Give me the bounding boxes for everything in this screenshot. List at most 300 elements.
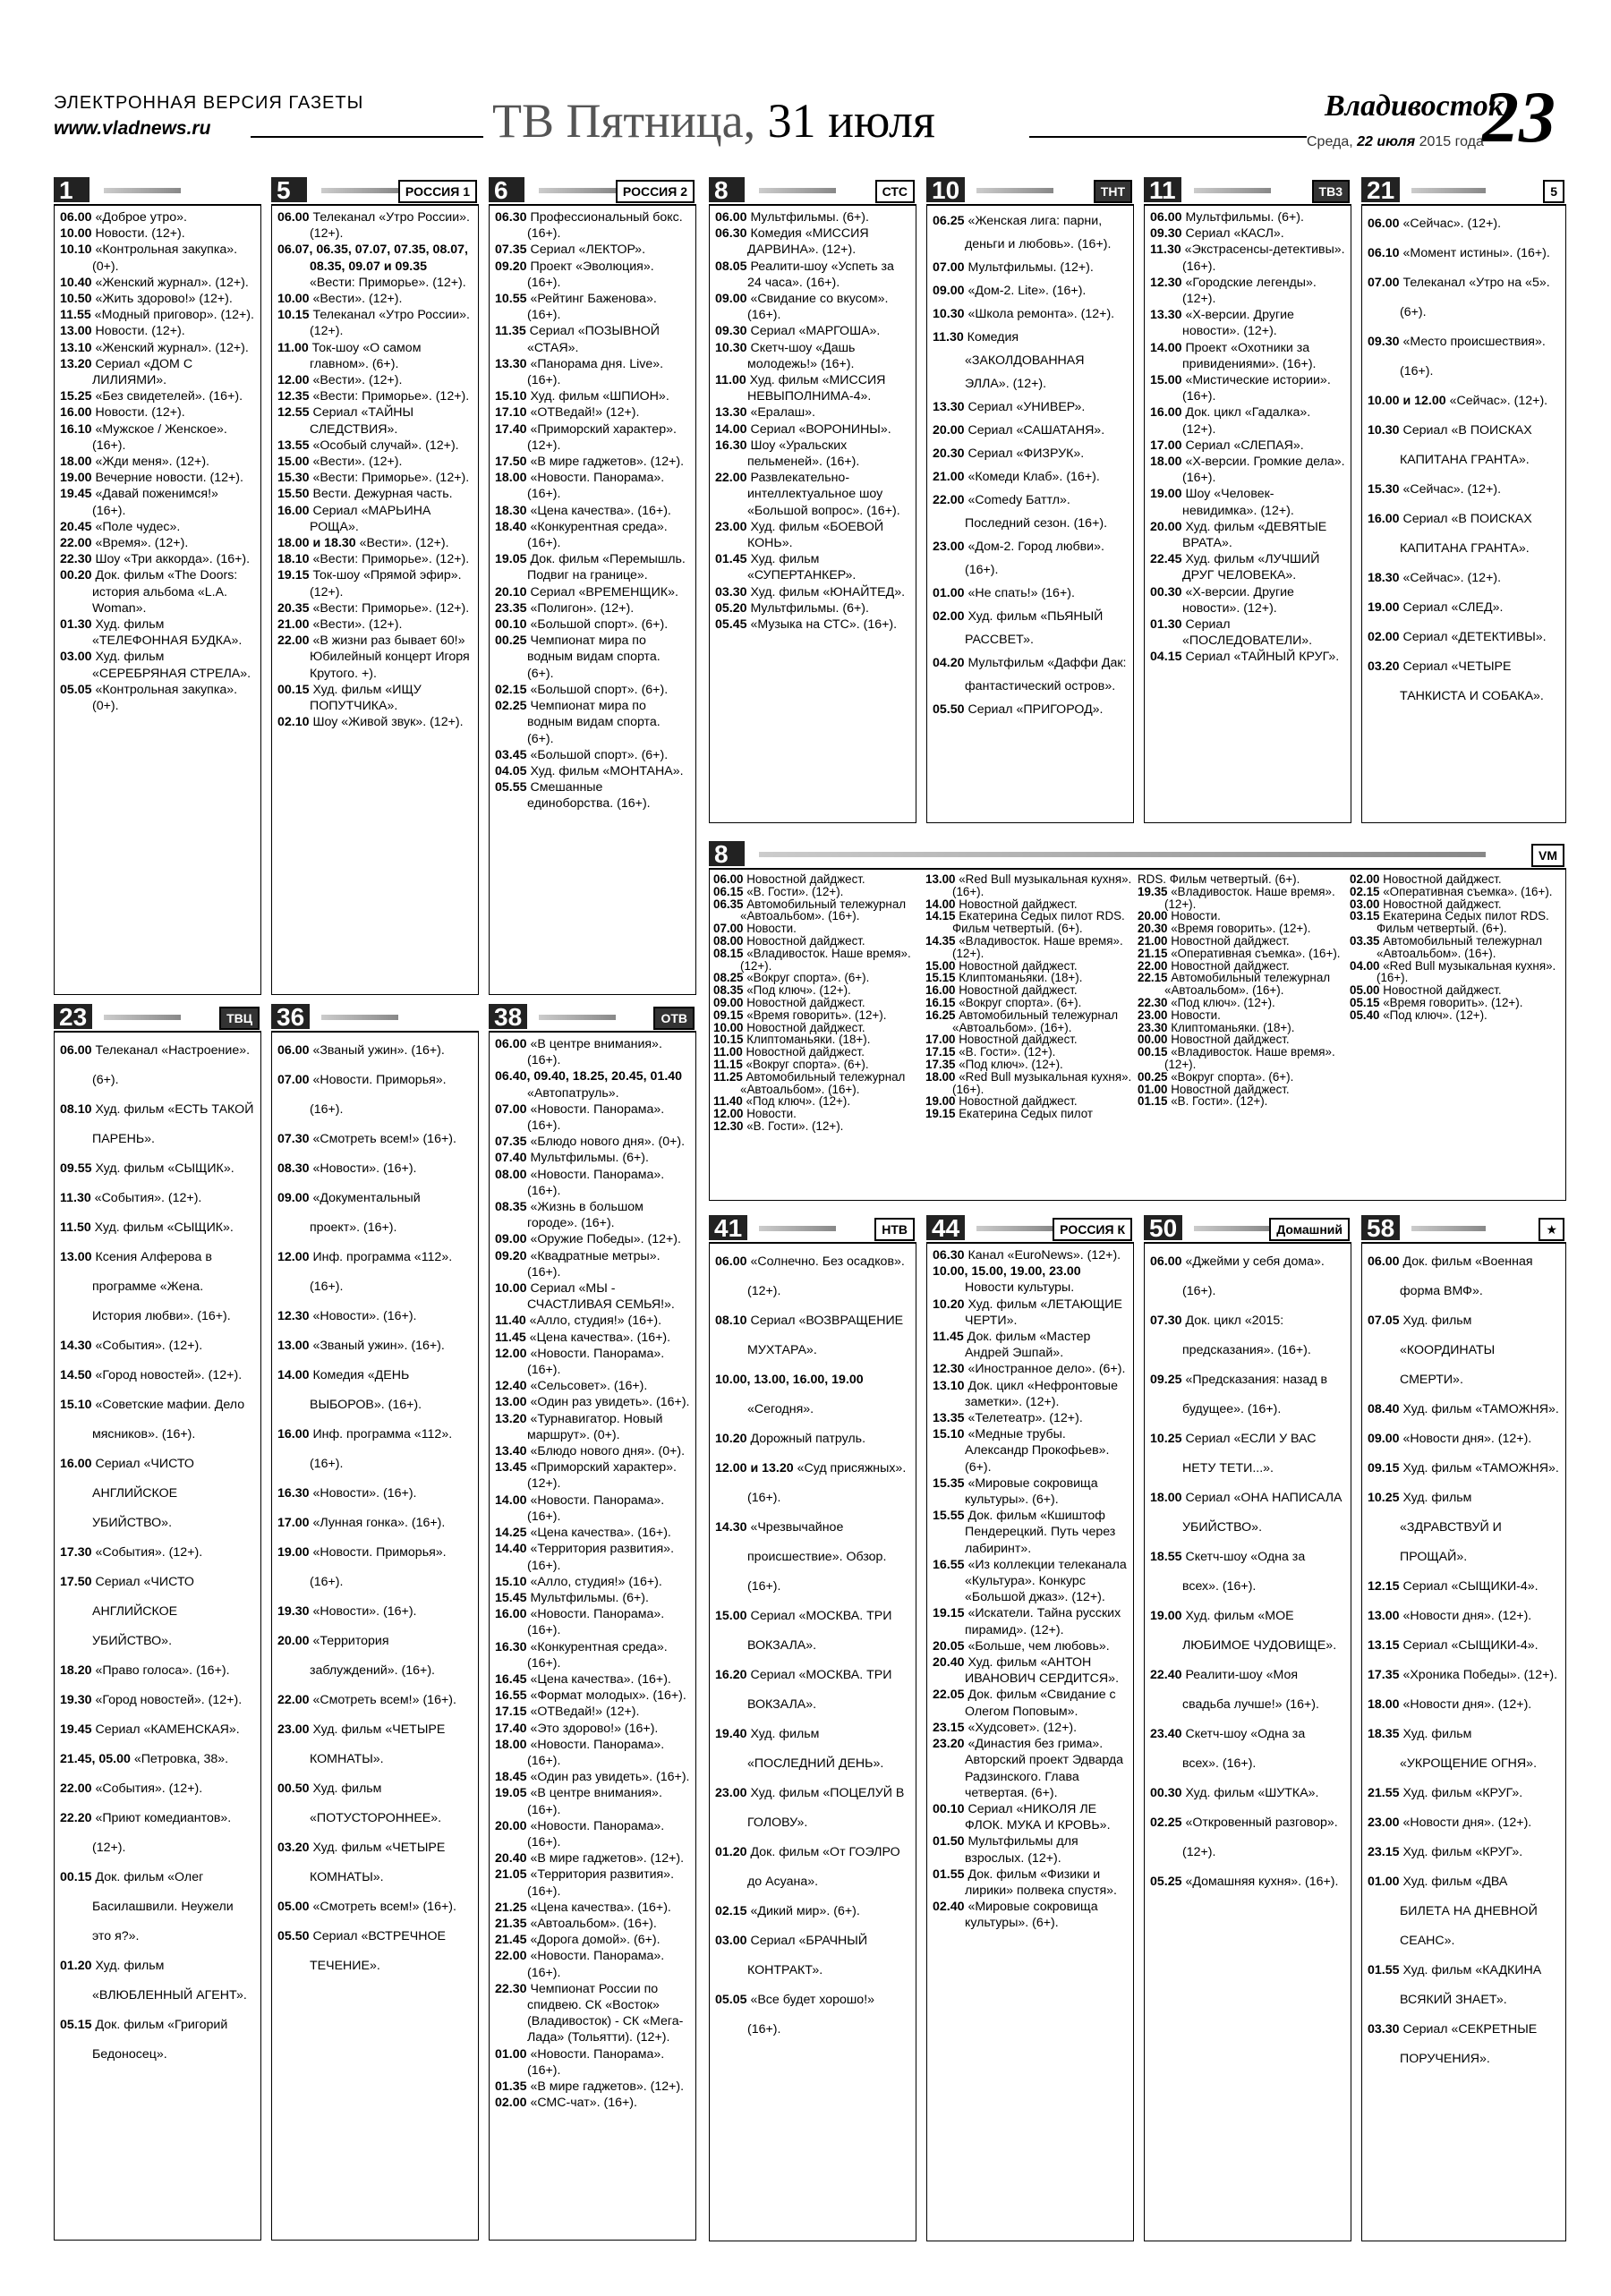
program-title: «Право голоса». (16+). <box>91 1663 230 1678</box>
program-time: 15.10 <box>495 389 527 404</box>
program-title: «Телетеатр». (12+). <box>964 1411 1083 1426</box>
program-title: Комедия «МИССИЯ ДАРВИНА». (12+). <box>746 226 869 258</box>
program-time: 04.15 <box>1150 650 1182 665</box>
program-title: «Квадратные метры». (16+). <box>526 1248 661 1280</box>
program-title: Худ. фильм «УКРОЩЕНИЕ ОГНЯ». <box>1399 1727 1538 1771</box>
program-title: Сериал «ЛЕКТОР». <box>526 242 646 258</box>
program-title: Комедия «ЗАКОЛДОВАННАЯ ЭЛЛА». (12+). <box>963 330 1085 391</box>
program-time: 22.00 <box>60 1782 92 1796</box>
program-time: 02.15 <box>1350 884 1380 898</box>
program-time: 13.20 <box>60 356 92 371</box>
program-time: 06.00 <box>715 210 747 225</box>
program-time: 09.00 <box>277 1191 310 1205</box>
program-item <box>495 1280 690 1313</box>
program-item <box>1368 1867 1560 1956</box>
channel-header-bar <box>321 188 398 193</box>
program-item <box>277 682 473 714</box>
program-title: Клиптоманьяки. (18+). <box>743 1033 871 1047</box>
program-title: Сериал «СЛЕД». <box>1399 600 1504 615</box>
program-item <box>277 1066 473 1125</box>
program-item <box>715 1661 910 1720</box>
channel-number: 1 <box>54 177 90 202</box>
issue-date-year: 2015 года <box>1419 134 1484 149</box>
channel-listing <box>709 206 916 823</box>
program-time: 14.00 <box>925 897 956 911</box>
program-title: «Смотреть всем!» (16+). <box>309 1900 456 1914</box>
program-time: 00.10 <box>495 617 527 633</box>
program-title: «Без свидетелей». (16+). <box>91 389 243 404</box>
program-title: «Цена качества». (16+). <box>526 1671 671 1687</box>
program-item <box>1350 935 1556 960</box>
program-time: 23.40 <box>1150 1727 1182 1741</box>
issue-date-weekday: Среда, <box>1307 134 1353 149</box>
channel-header-bar <box>539 1015 616 1020</box>
program-item <box>1368 416 1560 475</box>
program-item <box>1368 564 1560 593</box>
program-time: 15.55 <box>933 1509 965 1524</box>
program-time: 07.30 <box>277 1132 310 1146</box>
program-item <box>495 1443 690 1459</box>
program-title: «Под ключ». (12+). <box>743 983 851 998</box>
program-title: Худ. фильм «ПОЦЕЛУЙ В ГОЛОВУ». <box>746 1786 905 1830</box>
program-item <box>1368 1838 1560 1867</box>
program-item <box>1150 584 1345 617</box>
program-title: Сериал «КАСЛ». <box>1181 226 1284 242</box>
program-time: 12.30 <box>277 1309 310 1323</box>
program-title: «Мировые сокровища культуры». (6+). <box>964 1475 1098 1508</box>
program-title: Мультфильмы для взрослых. (12+). <box>964 1834 1078 1866</box>
program-item <box>925 898 1132 911</box>
program-item <box>933 1361 1128 1377</box>
program-time: 02.00 <box>495 2096 527 2111</box>
program-item <box>60 2011 255 2070</box>
channel-logo-icon: СТС <box>875 180 915 203</box>
program-time: 14.40 <box>495 1542 527 1557</box>
program-item <box>933 1410 1128 1426</box>
program-time: 12.35 <box>277 389 310 404</box>
program-title: Худ. фильм «ИЩУ ПОПУТЧИКА». <box>309 682 422 714</box>
program-time: 02.40 <box>933 1900 965 1915</box>
program-time: 03.00 <box>715 1934 747 1948</box>
program-item <box>60 421 255 454</box>
program-item <box>495 747 690 763</box>
program-time: 11.35 <box>495 324 526 339</box>
program-time: 10.00, 13.00, 16.00, 19.00 <box>715 1373 864 1387</box>
program-title: «Свидание со вкусом». (16+). <box>746 292 889 323</box>
program-title: Дорожный патруль. <box>746 1432 866 1446</box>
program-item <box>277 372 473 388</box>
program-time: 03.30 <box>715 584 747 600</box>
program-item <box>1150 372 1345 404</box>
program-title: Мультфильмы. (6+). <box>526 1151 649 1166</box>
program-title: «События». (12+). <box>90 1191 202 1205</box>
program-item <box>713 972 920 984</box>
program-item <box>1368 327 1560 387</box>
program-time: 09.00 <box>1368 1432 1400 1446</box>
program-item <box>1350 886 1556 898</box>
channel-header-bar <box>1411 188 1486 193</box>
program-title: «Экстрасенсы-детективы». (16+). <box>1181 242 1345 274</box>
program-item <box>1150 1424 1345 1484</box>
channel-logo-icon: ОТВ <box>653 1007 695 1030</box>
site-url[interactable]: www.vladnews.ru <box>54 118 211 139</box>
channel-header <box>54 177 261 206</box>
program-title: «Званый ужин». (16+). <box>309 1043 445 1058</box>
program-title: «Ералаш». <box>746 405 815 421</box>
program-title: «Под ключ». (12+). <box>1379 1008 1487 1022</box>
program-item <box>715 1424 910 1454</box>
program-time: 11.15 <box>713 1057 743 1071</box>
program-time: 16.00 <box>495 1607 527 1622</box>
program-item <box>933 1867 1128 1899</box>
program-item <box>715 1897 910 1926</box>
program-time: 11.40 <box>495 1314 526 1329</box>
program-item <box>713 923 920 935</box>
program-title: «Петровка, 38». <box>130 1752 229 1766</box>
program-time: 21.35 <box>495 1916 527 1931</box>
program-item <box>277 307 473 339</box>
program-title: «Алло, студия!» (16+). <box>526 1574 662 1589</box>
program-time: 23.30 <box>1138 1020 1168 1034</box>
program-time: 15.45 <box>495 1590 527 1605</box>
program-item <box>495 698 690 747</box>
program-time: 19.45 <box>60 487 92 502</box>
program-time: 10.00, 15.00, 19.00, 23.00 <box>933 1264 1081 1280</box>
program-item <box>277 1331 473 1361</box>
program-time: 18.30 <box>495 503 527 518</box>
program-title: Док. фильм «The Doors: история альбома «L.A. Woman». <box>91 568 238 616</box>
program-title: Ток-шоу «О самом главном». (6+). <box>308 340 422 371</box>
program-item <box>933 302 1128 326</box>
program-item <box>277 404 473 437</box>
program-time: 15.30 <box>277 471 310 486</box>
program-title: «Вести: Приморье». (12+). <box>309 471 470 486</box>
program-title: «В центре внимания». (16+). <box>526 1786 662 1817</box>
program-title: «Приморский характер». (12+). <box>526 1460 677 1492</box>
program-item <box>713 1059 920 1071</box>
program-time: 16.00 <box>1368 512 1400 526</box>
program-item <box>60 1361 255 1390</box>
program-item <box>1368 268 1560 327</box>
program-title: Худ. фильм «ПЬЯНЫЙ РАССВЕТ». <box>964 609 1104 647</box>
program-time: 19.00 <box>1150 1609 1182 1623</box>
program-time: 07.40 <box>495 1151 527 1166</box>
program-title: Сериал «СЫЩИКИ-4». <box>1399 1638 1539 1653</box>
section-title-day: ТВ Пятница, <box>492 94 756 148</box>
program-time: 16.30 <box>277 1486 310 1501</box>
program-time: 18.00 <box>1150 1491 1182 1505</box>
program-time: 19.00 <box>1150 487 1182 502</box>
program-time: 01.15 <box>1138 1094 1168 1109</box>
program-item <box>277 1036 473 1066</box>
program-time: 02.25 <box>495 699 527 714</box>
program-title: «Территория заблуждений». (16+). <box>309 1634 435 1678</box>
program-title: Клиптоманьяки. (18+). <box>955 971 1083 985</box>
program-title: Сериал «САШАТАНЯ». <box>964 423 1105 438</box>
program-time: 07.00 <box>277 1073 310 1087</box>
program-title: «Медные трубы. Александр Прокофьев». (6+). <box>964 1427 1110 1475</box>
program-time: 13.20 <box>495 1411 527 1426</box>
program-item <box>1368 1395 1560 1424</box>
program-item <box>933 442 1128 465</box>
program-title: «Вести: Приморье». (12+). <box>309 389 470 404</box>
program-time: 10.25 <box>1368 1491 1400 1505</box>
program-title: «Место происшествия». (16+). <box>1399 335 1546 378</box>
program-time: 15.10 <box>495 1574 527 1589</box>
program-time: 12.55 <box>277 405 310 421</box>
program-item <box>495 388 690 404</box>
program-time: 16.55 <box>495 1688 527 1704</box>
program-item <box>495 1101 690 1134</box>
program-time: 09.15 <box>713 1008 744 1022</box>
channel-header <box>709 177 916 206</box>
program-time: 18.45 <box>495 1770 527 1785</box>
program-item <box>495 1330 690 1346</box>
channel-column-5 <box>271 177 479 993</box>
program-title: «Городские легенды». (12+). <box>1181 275 1317 307</box>
program-item <box>277 535 473 551</box>
program-title: «Город новостей». (12+). <box>91 1693 243 1707</box>
program-time: 09.30 <box>715 324 747 339</box>
channel-listing <box>709 1244 916 2241</box>
program-item <box>1150 617 1345 649</box>
program-title: «Из коллекции телеканала «Культура». Конкурс «Большой джаз». (12+). <box>964 1557 1127 1605</box>
channel-header-bar <box>104 188 181 193</box>
program-title: «Все будет хорошо!» (16+). <box>746 1993 875 2037</box>
program-time: 16.30 <box>495 1639 527 1654</box>
program-title: Док. фильм «Физики и лирики» полвека спустя». <box>964 1867 1117 1898</box>
wide-channel-subcolumn <box>1350 873 1562 1196</box>
program-title: «Большой спорт». (6+). <box>526 617 669 633</box>
program-item <box>495 1313 690 1329</box>
program-title: «Новости. Приморья». (16+). <box>309 1073 447 1117</box>
program-time: 12.00 <box>495 1346 527 1361</box>
program-title: Сериал «ЧИСТО АНГЛИЙСКОЕ УБИЙСТВО». <box>91 1575 194 1648</box>
program-title: «В мире гаджетов». (12+). <box>526 1851 685 1867</box>
program-item <box>1368 2015 1560 2074</box>
program-title: «Один раз увидеть». (16+). <box>526 1770 690 1785</box>
program-item <box>1138 873 1344 886</box>
program-time: 13.30 <box>495 356 527 371</box>
program-title: Док. фильм «От ГОЭЛРО до Асуана». <box>746 1845 900 1889</box>
channel-column-58 <box>1361 1215 1566 2240</box>
program-item <box>277 291 473 307</box>
program-item <box>277 1479 473 1509</box>
program-time: 06.00 <box>60 210 92 225</box>
program-time: 11.45 <box>933 1330 964 1345</box>
program-item <box>60 388 255 404</box>
program-title: Новостной дайджест. <box>955 897 1078 911</box>
program-title: Новостной дайджест. <box>743 1020 865 1034</box>
program-title: «Сейчас». (12+). <box>1445 394 1548 408</box>
program-time: 05.00 <box>277 1900 310 1914</box>
program-title: Мультфильмы. (6+). <box>746 210 869 225</box>
program-title: Худ. фильм «МОЕ ЛЮБИМОЕ ЧУДОВИЩЕ». <box>1181 1609 1337 1653</box>
program-time: 00.15 <box>60 1870 92 1884</box>
program-title: Шоу «Живой звук». (12+). <box>309 715 464 730</box>
channel-column-50 <box>1144 1215 1351 2240</box>
channel-header-bar <box>1411 1226 1486 1231</box>
program-time: 06.30 <box>495 210 527 225</box>
program-time: 09.00 <box>713 995 744 1009</box>
program-item <box>933 1687 1128 1719</box>
program-time: 05.15 <box>60 2018 92 2032</box>
program-time: 13.00 <box>925 872 956 886</box>
wide-channel-subcolumn <box>713 873 925 1196</box>
program-item <box>1150 1661 1345 1720</box>
program-item <box>495 1036 690 1068</box>
program-title: Вечерние новости. (12+). <box>91 471 243 486</box>
channel-column-36 <box>271 1004 479 2239</box>
program-time: 08.00 <box>713 933 744 948</box>
program-item <box>1150 1247 1345 1306</box>
program-time: 21.00 <box>1138 933 1168 948</box>
program-title: Худ. фильм «ЕСТЬ ТАКОЙ ПАРЕНЬ». <box>91 1102 254 1146</box>
channel-header-bar <box>759 188 836 193</box>
program-title: Худ. фильм «ШУТКА». <box>1181 1786 1319 1800</box>
channel-column-21 <box>1361 177 1566 821</box>
program-item <box>715 225 910 258</box>
program-title: Сериал «ВОРОНИНЫ». <box>746 421 891 437</box>
program-title: «Контрольная закупка». (0+). <box>91 682 238 714</box>
program-item <box>495 1721 690 1737</box>
program-title: Мультфильмы. (12+). <box>964 260 1094 275</box>
program-title: Сериал «МАРГОША». <box>746 324 881 339</box>
program-time: 18.30 <box>1368 571 1400 585</box>
program-title: Шоу «Три аккорда». (16+). <box>91 552 251 567</box>
program-title: Новостной дайджест. <box>743 995 865 1009</box>
program-title: Худ. фильм «КРУГ». <box>1399 1845 1523 1859</box>
program-title: «Х-версии. Другие новости». (12+). <box>1181 584 1294 616</box>
channel-header-bar <box>321 1015 398 1020</box>
program-time: 03.45 <box>495 747 527 762</box>
program-item <box>1138 1009 1344 1022</box>
program-item <box>277 470 473 486</box>
program-title: Новостной дайджест. <box>955 983 1078 998</box>
program-item <box>60 454 255 470</box>
program-time: 19.00 <box>277 1545 310 1560</box>
program-title: Худ. фильм «КРУГ». <box>1399 1786 1523 1800</box>
program-title: «Город новостей». (12+). <box>91 1368 243 1382</box>
program-time: 08.15 <box>713 946 744 960</box>
program-title: RDS. Фильм четвертый. (6+). <box>1138 872 1300 886</box>
program-title: Сериал «УНИВЕР». <box>964 400 1086 414</box>
program-item <box>60 356 255 388</box>
program-time: 06.00 <box>1368 217 1400 231</box>
program-item <box>925 1095 1132 1108</box>
program-time: 16.00 <box>60 1457 92 1471</box>
program-item <box>495 1900 690 1916</box>
program-time: 14.30 <box>715 1520 747 1535</box>
program-item <box>925 1033 1132 1046</box>
program-item <box>713 1108 920 1120</box>
program-item <box>1350 1009 1556 1022</box>
program-title: «Новости». (16+). <box>309 1604 417 1619</box>
program-title: Худ. фильм «ВЛЮБЛЕННЫЙ АГЕНТ». <box>91 1959 247 2003</box>
channel-header <box>1144 1215 1351 1244</box>
program-title: «Вокруг спорта». (6+). <box>955 995 1082 1009</box>
program-time: 17.00 <box>1150 438 1182 453</box>
program-item <box>495 1231 690 1247</box>
channel-listing <box>54 1033 261 2241</box>
program-title: Автомобильный тележурнал «Автоальбом». (16+). <box>1377 933 1543 960</box>
program-time: 14.15 <box>925 909 956 923</box>
program-time: 02.15 <box>715 1904 747 1918</box>
program-title: Худ. фильм «МИССИЯ НЕВЫПОЛНИМА-4». <box>746 373 886 404</box>
program-item <box>495 2046 690 2079</box>
program-time: 06.40, 09.40, 18.25, 20.45, 01.40 <box>495 1069 683 1084</box>
program-item <box>925 984 1132 997</box>
program-item <box>1138 1022 1344 1034</box>
program-title: Новостной дайджест. <box>955 1094 1078 1109</box>
program-item <box>60 1390 255 1450</box>
program-item <box>715 1926 910 1986</box>
program-item <box>495 600 690 617</box>
program-title: Сериал «ЕСЛИ У ВАС НЕТУ ТЕТИ...». <box>1181 1432 1317 1475</box>
channel-column-10 <box>926 177 1134 821</box>
program-time: 16.00 <box>925 983 956 998</box>
program-item <box>925 1108 1132 1120</box>
program-item <box>495 1394 690 1410</box>
program-time: 05.25 <box>1150 1875 1182 1889</box>
program-item <box>1368 239 1560 268</box>
program-item <box>495 1150 690 1166</box>
program-item <box>60 1184 255 1213</box>
program-item <box>495 1068 690 1101</box>
program-item <box>60 1686 255 1715</box>
program-time: 17.50 <box>60 1575 92 1589</box>
program-time: 19.40 <box>715 1727 747 1741</box>
program-time: 20.30 <box>933 446 965 461</box>
program-time: 23.00 <box>715 519 747 534</box>
program-title: «Автоальбом». (16+). <box>526 1916 657 1931</box>
program-time: 02.00 <box>933 609 965 624</box>
program-title: Сериал «ПОСЛЕДОВАТЕЛИ». <box>1181 617 1313 649</box>
program-item <box>933 535 1128 582</box>
program-time: 23.15 <box>933 1720 965 1735</box>
program-item <box>495 617 690 633</box>
program-title: «Вокруг спорта». (6+). <box>743 971 870 985</box>
program-title: «Территория развития». (16+). <box>526 1867 675 1899</box>
program-title: «Иностранное дело». (6+). <box>964 1362 1126 1377</box>
program-item <box>495 1411 690 1443</box>
program-time: 23.00 <box>933 540 965 554</box>
program-item <box>933 1833 1128 1866</box>
program-time: 02.00 <box>1368 630 1400 644</box>
program-title: Сериал «ДЕТЕКТИВЫ». <box>1399 630 1547 644</box>
program-item <box>495 209 690 242</box>
program-item <box>60 1154 255 1184</box>
program-item <box>277 714 473 730</box>
program-time: 17.35 <box>925 1057 956 1071</box>
wide-channel-block <box>709 841 1566 1201</box>
program-time: 09.30 <box>1150 226 1182 242</box>
program-title: «Новости». (16+). <box>309 1161 417 1176</box>
program-time: 09.30 <box>1368 335 1400 349</box>
program-title: «Приморский характер». (12+). <box>526 421 677 453</box>
program-time: 19.05 <box>495 1786 527 1801</box>
channel-number: 10 <box>926 177 965 202</box>
program-time: 15.50 <box>277 487 310 502</box>
program-item <box>925 1071 1132 1096</box>
program-title: Новостной дайджест. <box>1379 983 1502 998</box>
channel-listing <box>1361 206 1566 823</box>
program-time: 18.35 <box>1368 1727 1400 1741</box>
program-title: Сериал «МОСКВА. ТРИ ВОКЗАЛА». <box>746 1609 892 1653</box>
program-item <box>60 1568 255 1656</box>
program-item <box>715 470 910 519</box>
program-item <box>925 935 1132 960</box>
